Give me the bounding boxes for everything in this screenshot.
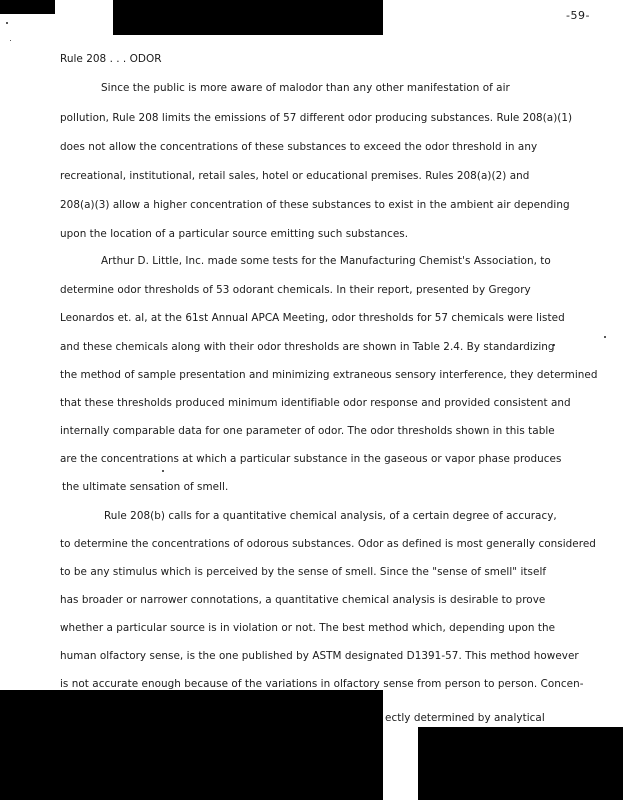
paragraph-2-line: that these thresholds produced minimum identifiable odor response and provided consistent and (60, 397, 571, 409)
scan-speck (604, 336, 606, 338)
paragraph-1-line: 208(a)(3) allow a higher concentration of these substances to exist in the ambient air depending (60, 199, 570, 211)
page-number: -59- (566, 9, 590, 22)
redaction-block-bottom-right (418, 727, 623, 800)
paragraph-2-line: the ultimate sensation of smell. (62, 481, 229, 493)
paragraph-1-line: Since the public is more aware of malodor than any other manifestation of air (101, 82, 510, 94)
paragraph-2-line: Arthur D. Little, Inc. made some tests for the Manufacturing Chemist's Association, to (101, 255, 551, 267)
scan-speck (6, 22, 8, 24)
paragraph-2-line: internally comparable data for one parameter of odor. The odor thresholds shown in this table (60, 425, 555, 437)
paragraph-3-line: human olfactory sense, is the one published by ASTM designated D1391-57. This method however (60, 650, 579, 662)
paragraph-3-line: whether a particular source is in violation or not. The best method which, depending upon the (60, 622, 556, 634)
paragraph-3-line: is not accurate enough because of the variations in olfactory sense from person to person. Concen- (60, 678, 584, 690)
paragraph-1-line: recreational, institutional, retail sales, hotel or educational premises. Rules 208(a)(2) and (60, 170, 530, 182)
paragraph-3-line: to determine the concentrations of odorous substances. Odor as defined is most generally considered (60, 538, 596, 550)
paragraph-2-line: the method of sample presentation and minimizing extraneous sensory interference, they determined (60, 369, 598, 381)
paragraph-3-line: has broader or narrower connotations, a quantitative chemical analysis is desirable to prove (60, 594, 546, 606)
paragraph-2-line: determine odor thresholds of 53 odorant chemicals. In their report, presented by Gregory (60, 284, 531, 296)
scan-speck (162, 470, 164, 472)
paragraph-3-line: Rule 208(b) calls for a quantitative chemical analysis, of a certain degree of accuracy, (104, 510, 557, 522)
scan-speck (10, 40, 11, 41)
paragraph-3-line-partial: ectly determined by analytical (385, 712, 545, 724)
paragraph-1-line: pollution, Rule 208 limits the emissions of 57 different odor producing substances. Rule 208(a)(1) (60, 112, 573, 124)
paragraph-2-line: Leonardos et. al, at the 61st Annual APCA Meeting, odor thresholds for 57 chemicals were listed (60, 312, 565, 324)
redaction-block-top-left (0, 0, 55, 14)
redaction-block-top-center (113, 0, 383, 35)
redaction-block-bottom-left (0, 690, 383, 800)
paragraph-1-line: does not allow the concentrations of these substances to exceed the odor threshold in any (60, 141, 538, 153)
paragraph-2-line: and these chemicals along with their odor thresholds are shown in Table 2.4. By standardizing (60, 341, 555, 353)
paragraph-3-line: to be any stimulus which is perceived by the sense of smell. Since the "sense of smell" itself (60, 566, 547, 578)
paragraph-2-line: are the concentrations at which a particular substance in the gaseous or vapor phase produces (60, 453, 562, 465)
paragraph-1-line: upon the location of a particular source emitting such substances. (60, 228, 409, 240)
section-heading: Rule 208 . . . ODOR (60, 53, 162, 65)
